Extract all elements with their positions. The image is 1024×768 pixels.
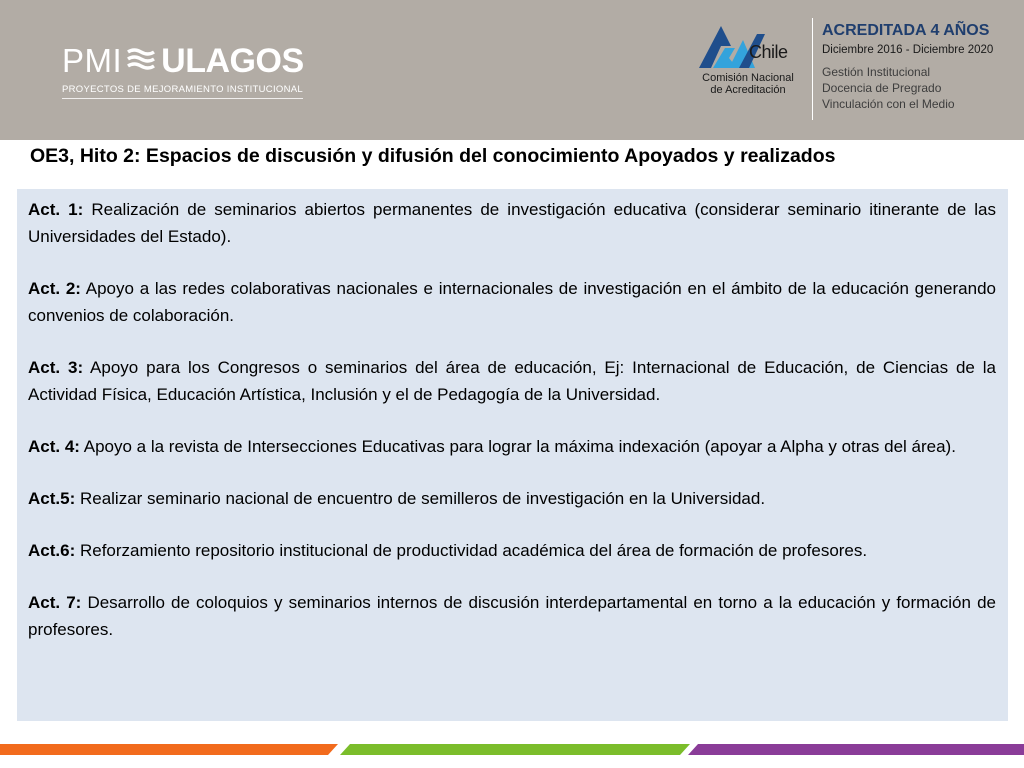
cna-name-line1: Comisión Nacional [702,72,794,84]
pmi-logo-subtitle: PROYECTOS DE MEJORAMIENTO INSTITUCIONAL [62,84,303,99]
activity-label: Act. 2: [28,279,81,298]
accreditation-area: Gestión Institucional [822,65,931,79]
ulagos-logo-text: ULAGOS [161,42,304,80]
header-banner [0,0,1024,140]
accreditation-area: Docencia de Pregrado [822,81,942,95]
activity-item [28,485,996,512]
activity-item [28,589,996,643]
wave-icon [126,46,156,77]
activity-text: Realizar seminario nacional de encuentro de semilleros de investigación en la Universidad. [75,489,766,508]
accreditation-block [822,20,1022,112]
cna-logo [693,22,803,102]
activity-text: Apoyo para los Congresos o seminarios del área de educación, Ej: Internacional de Educación, de Ciencias de la Actividad Física, Educación Artística, Inclusión y el de Pedagogía de la Universidad. [28,358,996,404]
activity-label: Act. 3: [28,358,84,377]
cna-chile-text: Chile [749,42,788,62]
footer-stripe-purple [688,744,1024,755]
activity-item [28,275,996,329]
activity-text: Realización de seminarios abiertos permanentes de investigación educativa (considerar seminario itinerante de las Universidades del Estado). [28,200,996,246]
activity-label: Act.6: [28,541,76,560]
footer-stripe-orange [0,744,338,755]
activities-box [17,189,1008,721]
pmi-logo-text: PMI [62,42,123,79]
slide-title: OE3, Hito 2: Espacios de discusión y difusión del conocimiento Apoyados y realizados [30,145,836,167]
accreditation-area: Vinculación con el Medio [822,97,955,111]
activity-text: Desarrollo de coloquios y seminarios internos de discusión interdepartamental en torno a la educación y formación de profesores. [28,593,996,639]
activity-item [28,196,996,250]
header-divider [812,18,813,120]
activity-label: Act. 7: [28,593,82,612]
activity-label: Act.5: [28,489,76,508]
cna-name-line2: de Acreditación [710,84,786,96]
activity-label: Act. 4: [28,437,80,456]
footer-stripe-green [340,744,690,755]
pmi-ulagos-logo [62,42,322,102]
activity-text: Apoyo a la revista de Intersecciones Educativas para lograr la máxima indexación (apoyar a Alpha y otras del área). [79,437,956,456]
accreditation-title: ACREDITADA 4 AÑOS [822,22,990,39]
activity-item [28,537,996,564]
activity-item [28,354,996,408]
accreditation-period: Diciembre 2016 - Diciembre 2020 [822,44,994,56]
activity-text: Reforzamiento repositorio institucional de productividad académica del área de formación de profesores. [75,541,868,560]
activity-text: Apoyo a las redes colaborativas nacionales e internacionales de investigación en el ámbito de la educación generando convenios de colaboración. [28,279,996,325]
activity-label: Act. 1: [28,200,84,219]
activity-item [28,433,996,460]
